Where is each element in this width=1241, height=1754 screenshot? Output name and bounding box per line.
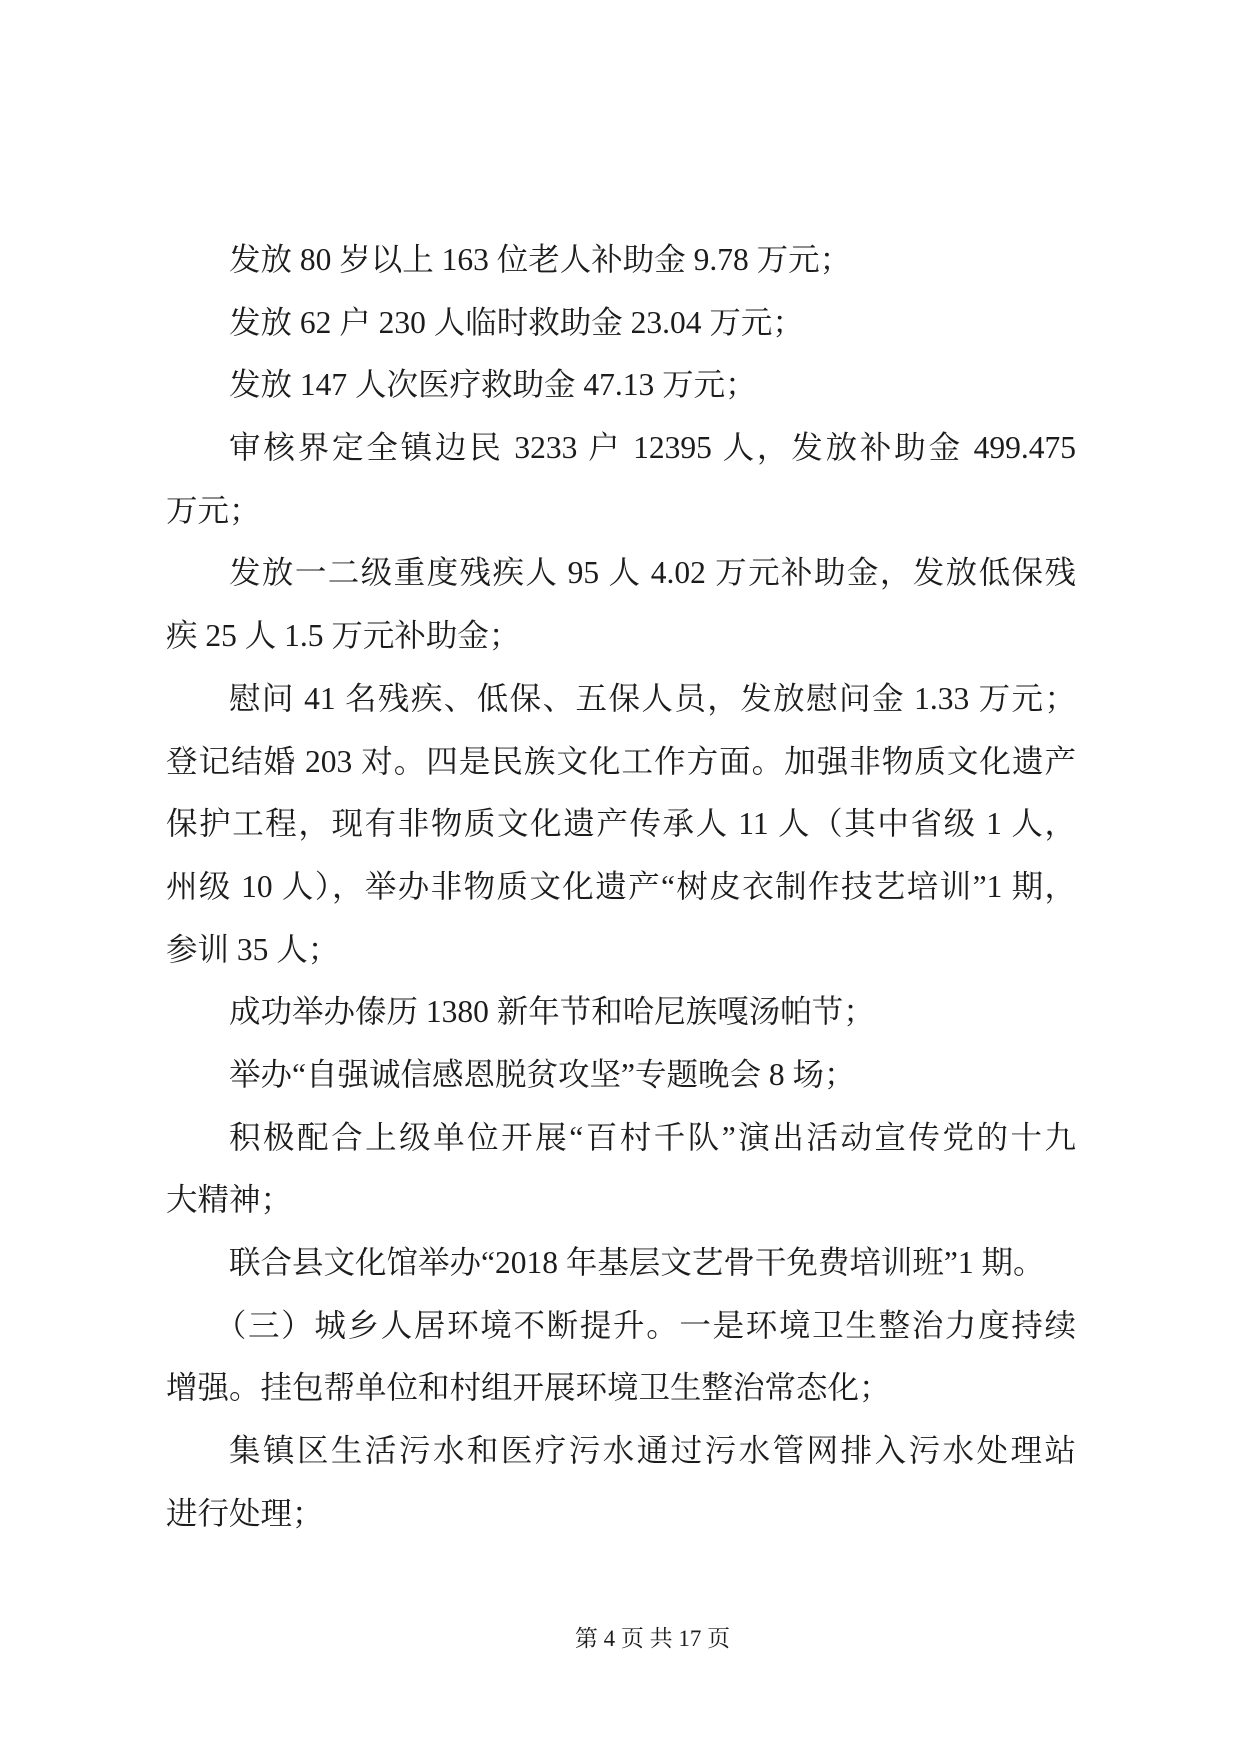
- paragraph: [166, 1044, 1076, 1107]
- text-line: 保护工程，现有非物质文化遗产传承人 11 人（其中省级 1 人，: [166, 806, 1076, 842]
- text-line: 参训 35 人；: [166, 931, 340, 967]
- paragraph: [166, 354, 1076, 417]
- text-line: 疾 25 人 1.5 万元补助金；: [166, 618, 521, 654]
- page-number-footer: 第 4 页 共 17 页: [574, 1626, 731, 1651]
- paragraph: [166, 229, 1076, 292]
- paragraph: [166, 292, 1076, 355]
- paragraph: [166, 1107, 1076, 1232]
- text-line: 发放 62 户 230 人临时救助金 23.04 万元；: [229, 304, 804, 340]
- text-line: 大精神；: [166, 1182, 293, 1218]
- text-line: 积极配合上级单位开展“百村千队”演出活动宣传党的十九: [229, 1119, 1076, 1155]
- text-line: 集镇区生活污水和医疗污水通过污水管网排入污水处理站: [229, 1433, 1076, 1469]
- paragraph: [166, 1232, 1076, 1295]
- paragraph: [166, 417, 1076, 542]
- text-line: （三）城乡人居环境不断提升。一是环境卫生整治力度持续: [214, 1307, 1076, 1343]
- paragraph: [166, 542, 1076, 667]
- paragraph: [166, 981, 1076, 1044]
- text-line: 慰问 41 名残疾、低保、五保人员，发放慰问金 1.33 万元；: [229, 680, 1076, 716]
- text-line: 审核界定全镇边民 3233 户 12395 人，发放补助金 499.475: [229, 430, 1076, 466]
- text-line: 联合县文化馆举办“2018 年基层文艺骨干免费培训班”1 期。: [229, 1245, 1045, 1280]
- text-line: 州级 10 人），举办非物质文化遗产“树皮衣制作技艺培训”1 期，: [166, 868, 1076, 904]
- paragraph: [166, 1420, 1076, 1545]
- text-line: 发放 80 岁以上 163 位老人补助金 9.78 万元；: [229, 242, 852, 277]
- text-line: 登记结婚 203 对。四是民族文化工作方面。加强非物质文化遗产: [166, 743, 1076, 779]
- paragraph: [166, 668, 1076, 981]
- text-line: 增强。挂包帮单位和村组开展环境卫生整治常态化；: [166, 1370, 891, 1406]
- text-line: 进行处理；: [166, 1495, 324, 1531]
- text-line: 成功举办傣历 1380 新年节和哈尼族嘎汤帕节；: [229, 994, 875, 1030]
- text-line: 举办“自强诚信感恩脱贫攻坚”专题晚会 8 场；: [229, 1056, 856, 1092]
- document-body: [166, 229, 1076, 1545]
- paragraph: [166, 1295, 1076, 1420]
- text-line: 发放 147 人次医疗救助金 47.13 万元；: [229, 367, 757, 403]
- text-line: 万元；: [166, 492, 261, 528]
- text-line: 发放一二级重度残疾人 95 人 4.02 万元补助金，发放低保残: [229, 555, 1076, 591]
